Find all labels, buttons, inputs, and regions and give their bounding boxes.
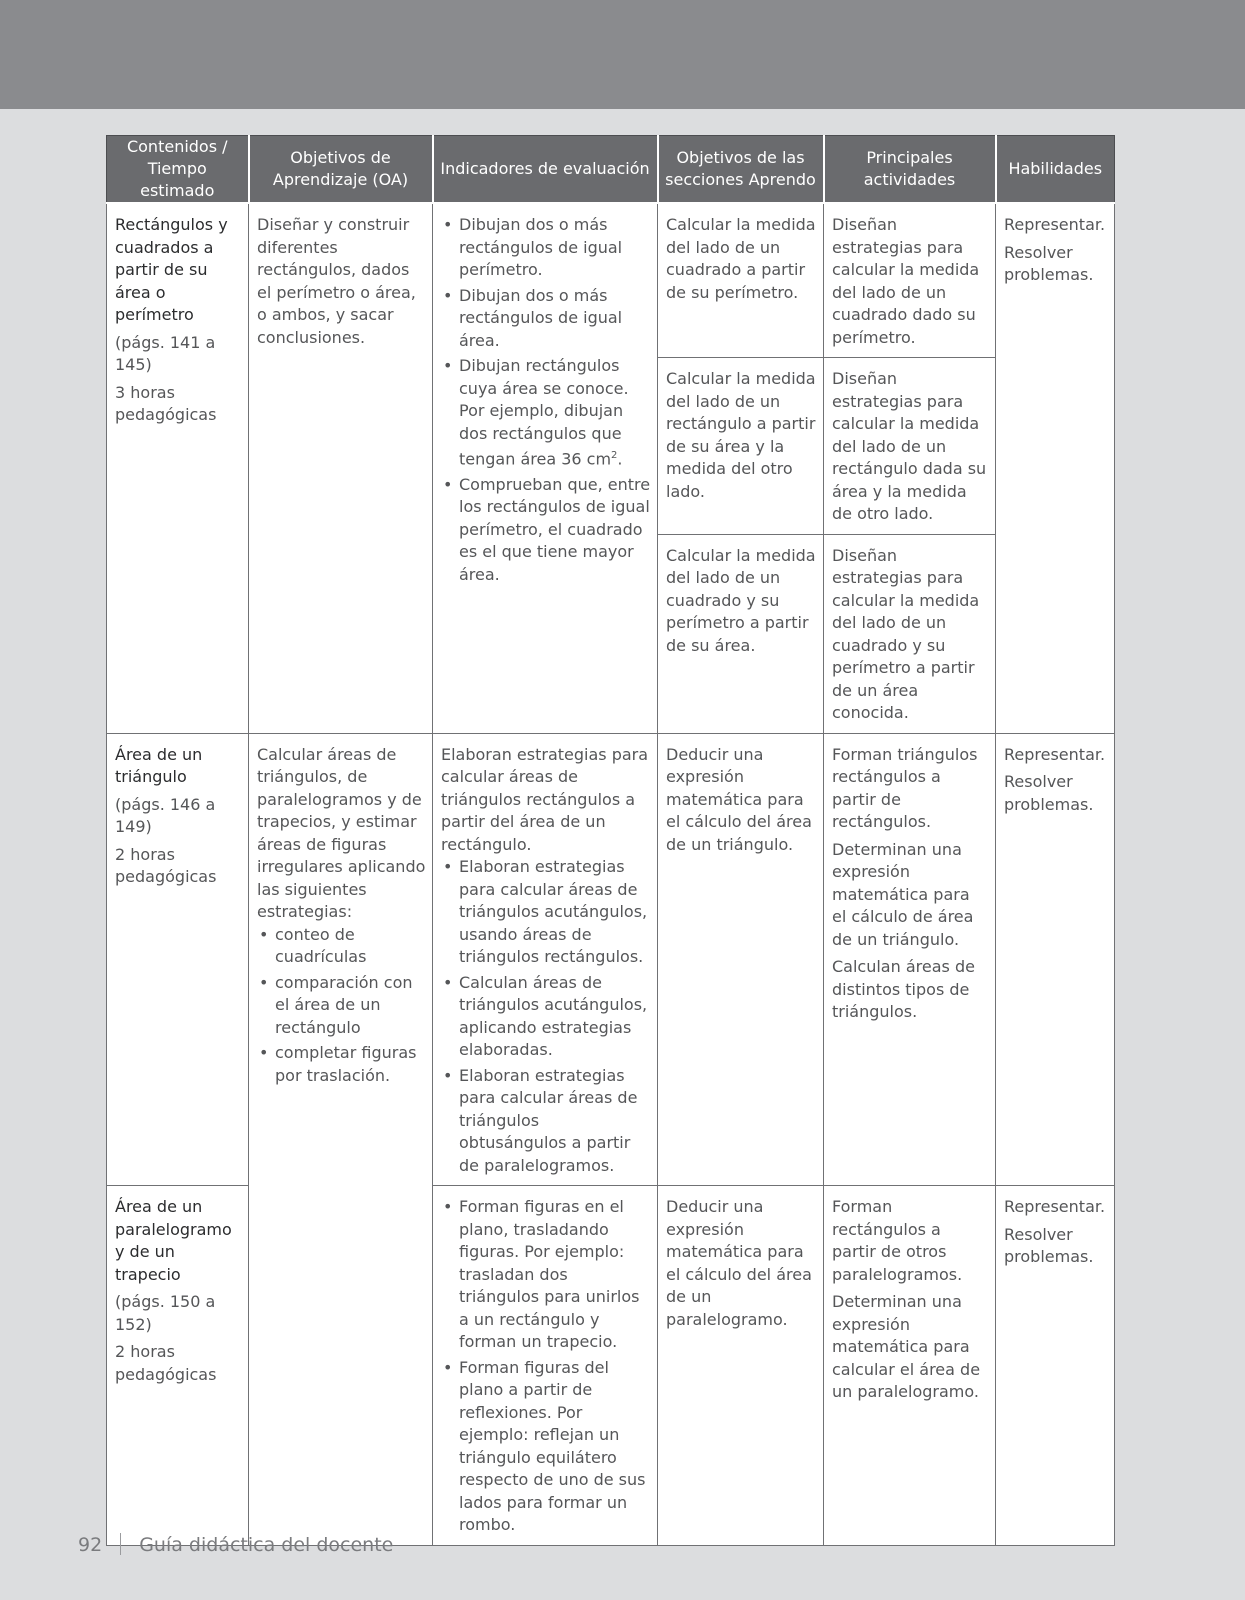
list-item: • Forman figuras en el plano, trasladando figuras. Por ejemplo: trasladan dos triángulos para unirlos a un rectángulo y forman un trapecio. [441,1196,651,1354]
topic-title: Área de un paralelogramo y de un trapecio [115,1197,232,1284]
activity-item: Forman rectángulos a partir de otros paralelogramos. [832,1197,963,1284]
section-objective-cell: Calcular la medida del lado de un rectángulo a partir de su área y la medida del otro lado. [658,358,824,535]
indicators-cell [433,1186,658,1546]
topic-time: 2 horas pedagógicas [115,844,217,886]
list-item: • Comprueban que, entre los rectángulos de igual perímetro, el cuadrado es el que tiene mayor área. [441,474,651,587]
skill-item: Resolver problemas. [1004,242,1094,284]
topic-time: 2 horas pedagógicas [115,1342,217,1384]
page-number: 92 [78,1534,103,1556]
skill-item: Resolver problemas. [1004,1224,1094,1266]
superscript: 2 [611,450,618,461]
activity-item: Determinan una expresión matemática para calcular el área de un paralelogramo. [832,1292,981,1401]
list-item: • Elaboran estrategias para calcular áreas de triángulos obtusángulos a partir de paralelogramos. [441,1065,651,1178]
planning-table [106,135,1115,1546]
header-habilidades: Habilidades [996,136,1115,204]
table-row [107,203,1115,358]
skills-cell [996,1186,1115,1546]
activity-item: Calculan áreas de distintos tipos de triángulos. [832,957,975,1021]
indicators-cell [433,733,658,1186]
topic-cell [107,733,249,1186]
header-objetivos: Objetivos de Aprendizaje (OA) [249,136,433,204]
indicators-cell [433,203,658,733]
topic-time: 3 horas pedagógicas [115,382,217,424]
oa-text: Diseñar y construir diferentes rectángulos, dados el perímetro o área, o ambos, y sacar conclusiones. [257,215,416,347]
list-item: • Dibujan dos o más rectángulos de igual perímetro. [441,214,651,282]
activity-item: Forman triángulos rectángulos a partir de rectángulos. [832,744,978,831]
header-indicadores: Indicadores de evaluación [433,136,658,204]
topic-pages: (págs. 141 a 145) [115,332,216,374]
activity-cell: Diseñan estrategias para calcular la medida del lado de un rectángulo dada su área y la medida de otro lado. [824,358,996,535]
topic-title: Área de un triángulo [115,744,203,786]
indicator-intro: Elaboran estrategias para calcular áreas de triángulos rectángulos a partir del área de un rectángulo. [441,744,649,854]
activity-cell [824,733,996,1186]
oa-intro: Calcular áreas de triángulos, de paralelogramos y de trapecios, y estimar áreas de figuras irregulares aplicando las siguientes estrategias: [257,744,426,921]
header-objetivos-secciones: Objetivos de las secciones Aprendo [658,136,824,204]
footer-title: Guía didáctica del docente [139,1534,394,1556]
section-objective-cell: Calcular la medida del lado de un cuadrado a partir de su perímetro. [658,203,824,358]
skill-item: Resolver problemas. [1004,772,1094,814]
header-actividades: Principales actividades [824,136,996,204]
activity-cell [824,1186,996,1546]
skill-item: Representar. [1004,744,1106,764]
skills-cell [996,733,1115,1186]
activity-item: Determinan una expresión matemática para el cálculo de área de un triángulo. [832,839,974,949]
list-item: • comparación con el área de un rectángulo [257,972,426,1040]
indicator-tail: . [617,449,623,469]
footer-divider [120,1533,121,1555]
activity-cell: Diseñan estrategias para calcular la medida del lado de un cuadrado dado su perímetro. [824,203,996,358]
topic-pages: (págs. 146 a 149) [115,794,216,836]
indicator-text: Dibujan rectángulos cuya área se conoce. Por ejemplo, dibujan dos rectángulos que tengan área 36 cm [459,356,629,469]
topic-cell [107,203,249,733]
list-item [441,355,651,471]
section-objective-cell: Deducir una expresión matemática para el cálculo del área de un paralelogramo. [658,1186,824,1546]
table-row [107,733,1115,1186]
skills-cell [996,203,1115,733]
section-objective-cell: Deducir una expresión matemática para el cálculo del área de un triángulo. [658,733,824,1186]
page-footer [78,1533,393,1556]
indicators-list [441,856,651,1177]
indicators-list [441,1196,651,1537]
oa-cell [249,203,433,733]
oa-cell [249,733,433,1545]
topic-title: Rectángulos y cuadrados a partir de su área o perímetro [115,215,228,324]
topic-cell [107,1186,249,1546]
indicators-list [441,214,651,586]
list-item: • Dibujan dos o más rectángulos de igual área. [441,285,651,353]
list-item: • completar figuras por traslación. [257,1042,426,1087]
skill-item: Representar. [1004,215,1106,234]
list-item: • conteo de cuadrículas [257,924,426,969]
table-header-row [107,136,1115,204]
topic-pages: (págs. 150 a 152) [115,1292,216,1334]
list-item: • Calculan áreas de triángulos acutángulos, aplicando estrategias elaboradas. [441,972,651,1062]
skill-item: Representar. [1004,1197,1106,1216]
oa-list [257,924,426,1088]
list-item: • Elaboran estrategias para calcular áreas de triángulos acutángulos, usando áreas de triángulos rectángulos. [441,856,651,969]
section-objective-cell: Calcular la medida del lado de un cuadrado y su perímetro a partir de su área. [658,534,824,733]
activity-cell: Diseñan estrategias para calcular la medida del lado de un cuadrado y su perímetro a partir de un área conocida. [824,534,996,733]
header-contenidos: Contenidos / Tiempo estimado [107,136,249,204]
list-item: • Forman figuras del plano a partir de reflexiones. Por ejemplo: reflejan un triángulo equilátero respecto de uno de sus lados para formar un rombo. [441,1357,651,1537]
top-band [0,0,1245,109]
